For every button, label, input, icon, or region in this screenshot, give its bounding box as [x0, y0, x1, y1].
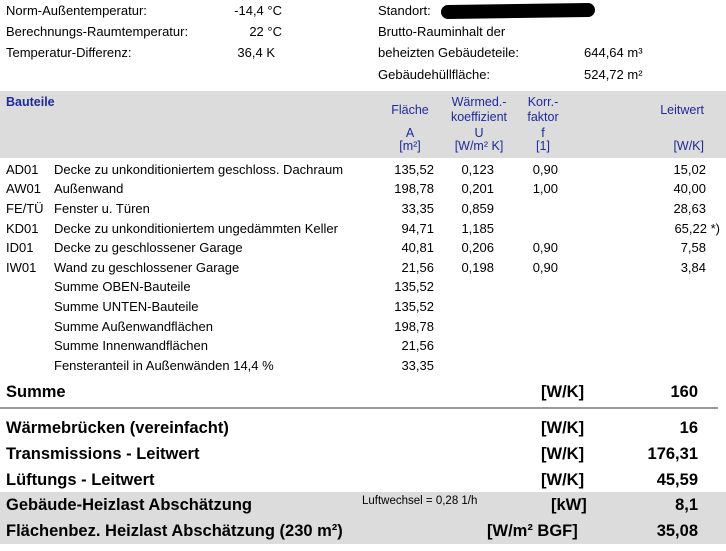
row-description: Decke zu unkonditioniertem geschloss. Dachraum [54, 162, 344, 177]
huell-value: 524,72 m² [584, 67, 643, 82]
standort-label: Standort: [378, 3, 431, 18]
row-code: AD01 [6, 162, 39, 177]
row-f-factor: 0,90 [532, 260, 558, 275]
row-u-value: 0,859 [461, 201, 494, 216]
info-label-temp-diff: Temperatur-Differenz: [6, 45, 132, 60]
summary-label-summe: Summe [6, 383, 66, 401]
info-label-norm-temp: Norm-Außentemperatur: [6, 3, 147, 18]
subtotal-description: Fensteranteil in Außenwänden 14,4 % [54, 358, 274, 373]
row-area: 94,71 [401, 221, 434, 236]
subtotal-area: 33,35 [401, 358, 434, 373]
row-description: Decke zu unkonditioniertem ungedämmten Keller [54, 221, 338, 236]
summary-unit-lueftung: [W/K] [541, 471, 585, 489]
summary-value-waermebruecken: 16 [679, 419, 698, 437]
row-u-value: 0,198 [461, 260, 494, 275]
row-area: 198,78 [394, 181, 434, 196]
row-u-value: 1,185 [461, 221, 494, 236]
row-area: 135,52 [394, 162, 434, 177]
header-korr-line1: Korr.- [527, 95, 559, 109]
info-value-room-temp: 22 °C [249, 24, 282, 39]
header-flaeche-symbol: A [405, 126, 415, 140]
header-korr-symbol: f [541, 126, 545, 140]
summary-label-lueftung: Lüftungs - Leitwert [6, 471, 155, 489]
header-waerme-line2: koeffizient [450, 110, 508, 124]
header-waerme-symbol: U [474, 126, 484, 140]
row-f-factor: 1,00 [532, 181, 558, 196]
subtotal-area: 198,78 [394, 319, 434, 334]
info-value-norm-temp: -14,4 °C [234, 3, 282, 18]
subtotal-description: Summe Innenwandflächen [54, 338, 208, 353]
summary-unit-transmission: [W/K] [541, 445, 585, 463]
summary-value-flaechen-heizlast: 35,08 [656, 522, 698, 540]
row-leitwert: 28,63 [673, 201, 706, 216]
summary-label-flaechen-heizlast: Flächenbez. Heizlast Abschätzung (230 m²) [6, 522, 343, 540]
row-leitwert: 40,00 [673, 181, 706, 196]
header-waerme-unit: [W/m² K] [454, 139, 504, 153]
row-description: Decke zu geschlossener Garage [54, 240, 243, 255]
summary-unit-waermebruecken: [W/K] [541, 419, 585, 437]
header-korr-line2: faktor [527, 110, 559, 124]
row-code: KD01 [6, 221, 39, 236]
huell-label: Gebäudehüllfläche: [378, 67, 491, 82]
header-flaeche-unit: [m²] [399, 139, 421, 153]
header-waerme-line1: Wärmed.- [451, 95, 507, 109]
subtotal-description: Summe UNTEN-Bauteile [54, 299, 199, 314]
row-area: 33,35 [401, 201, 434, 216]
brutto-label-line2: beheizten Gebäudeteile: [378, 45, 519, 60]
row-leitwert: 3,84 [680, 260, 706, 275]
row-area: 40,81 [401, 240, 434, 255]
row-code: AW01 [6, 181, 41, 196]
subtotal-area: 135,52 [394, 299, 434, 314]
brutto-label-line1: Brutto-Rauminhalt der [378, 24, 506, 39]
summary-label-heizlast: Gebäude-Heizlast Abschätzung [6, 496, 253, 514]
summary-value-heizlast: 8,1 [675, 496, 698, 514]
row-code: IW01 [6, 260, 37, 275]
redacted-location [441, 3, 595, 19]
table-header [0, 91, 726, 158]
row-leitwert: 7,58 [680, 240, 706, 255]
summary-unit-heizlast: [kW] [551, 496, 587, 514]
subtotal-area: 135,52 [394, 279, 434, 294]
header-korr-unit: [1] [536, 139, 550, 153]
summary-unit-flaechen-heizlast: [W/m² BGF] [487, 522, 578, 540]
row-code: FE/TÜ [6, 201, 44, 216]
header-flaeche: Fläche [391, 103, 429, 117]
brutto-value: 644,64 m³ [584, 45, 643, 60]
summary-label-transmission: Transmissions - Leitwert [6, 445, 200, 463]
info-value-temp-diff: 36,4 K [237, 45, 275, 60]
row-description: Wand zu geschlossener Garage [54, 260, 240, 275]
summary-label-waermebruecken: Wärmebrücken (vereinfacht) [6, 419, 229, 437]
row-area: 21,56 [401, 260, 434, 275]
row-leitwert: 65,22 *) [674, 221, 720, 236]
header-leitwert-unit: [W/K] [673, 139, 704, 153]
summary-value-lueftung: 45,59 [656, 471, 698, 489]
header-bauteile: Bauteile [6, 95, 55, 109]
luftwechsel-note: Luftwechsel = 0,28 1/h [362, 495, 478, 507]
subtotal-description: Summe Außenwandflächen [54, 319, 213, 334]
row-leitwert: 15,02 [673, 162, 706, 177]
subtotal-description: Summe OBEN-Bauteile [54, 279, 191, 294]
summary-value-transmission: 176,31 [647, 445, 698, 463]
row-description: Außenwand [54, 181, 124, 196]
row-f-factor: 0,90 [532, 162, 558, 177]
divider [0, 407, 718, 409]
header-leitwert: Leitwert [660, 103, 704, 117]
summary-unit-summe: [W/K] [541, 383, 585, 401]
summary-value-summe: 160 [670, 383, 698, 401]
row-f-factor: 0,90 [532, 240, 558, 255]
row-u-value: 0,201 [461, 181, 494, 196]
row-u-value: 0,123 [461, 162, 494, 177]
row-description: Fenster u. Türen [54, 201, 150, 216]
subtotal-area: 21,56 [401, 338, 434, 353]
row-u-value: 0,206 [461, 240, 494, 255]
info-label-room-temp: Berechnungs-Raumtemperatur: [6, 24, 189, 39]
row-code: ID01 [6, 240, 34, 255]
